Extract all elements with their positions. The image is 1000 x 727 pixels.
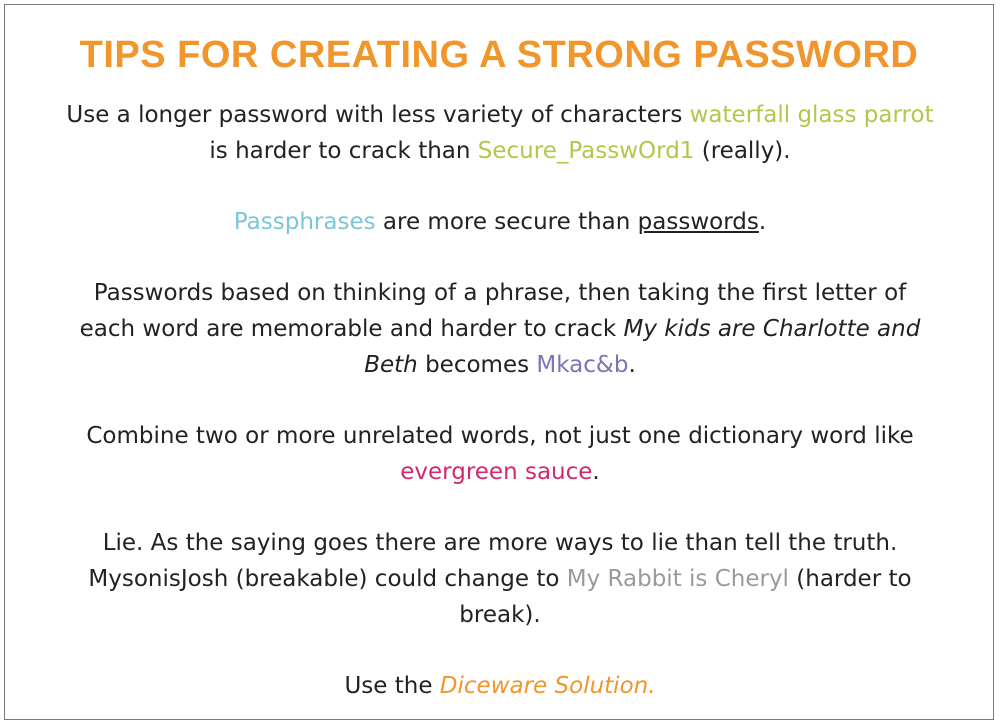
tip-text: (really).	[694, 138, 791, 164]
tip-passphrases	[65, 204, 935, 240]
tip-first-letters	[65, 275, 935, 383]
tip-text: Use the	[344, 673, 440, 699]
tip-combine-words	[65, 418, 935, 490]
example-words: evergreen sauce	[400, 459, 593, 485]
tip-text: becomes	[417, 352, 537, 378]
example-passphrase: waterfall glass parrot	[689, 102, 934, 128]
example-lie: My Rabbit is Cheryl	[566, 566, 789, 592]
example-acronym: Mkac&b	[536, 352, 629, 378]
example-phrase: My kids are Charlotte and Beth	[364, 316, 921, 378]
tip-text: is harder to crack than	[209, 138, 478, 164]
tip-text: are more secure than	[375, 209, 638, 235]
card-frame	[4, 4, 994, 720]
tips-list	[65, 97, 935, 704]
tip-diceware	[65, 668, 935, 704]
passphrases-highlight: Passphrases	[233, 209, 376, 235]
page-title: TIPS FOR CREATING A STRONG PASSWORD	[79, 34, 919, 76]
tip-text: .	[592, 459, 600, 485]
tip-text: Lie. As the saying goes there are more ways to lie than tell the truth. MysonisJosh (breakable) could change to	[88, 530, 898, 592]
tip-text: (harder to break).	[459, 566, 912, 628]
tip-lie	[65, 525, 935, 633]
tip-text: Use a longer password with less variety of characters	[66, 102, 690, 128]
tip-text: Passwords based on thinking of a phrase, then taking the first letter of each word are memorable and harder to crack	[79, 280, 907, 342]
diceware-link[interactable]: Diceware Solution.	[439, 673, 656, 699]
tip-text: .	[628, 352, 636, 378]
passwords-underlined: passwords	[637, 209, 759, 235]
example-password: Secure_PasswOrd1	[477, 138, 695, 164]
tip-text: Combine two or more unrelated words, not just one dictionary word like	[86, 423, 914, 449]
tip-longer-password	[65, 97, 935, 169]
tip-text: .	[758, 209, 767, 235]
